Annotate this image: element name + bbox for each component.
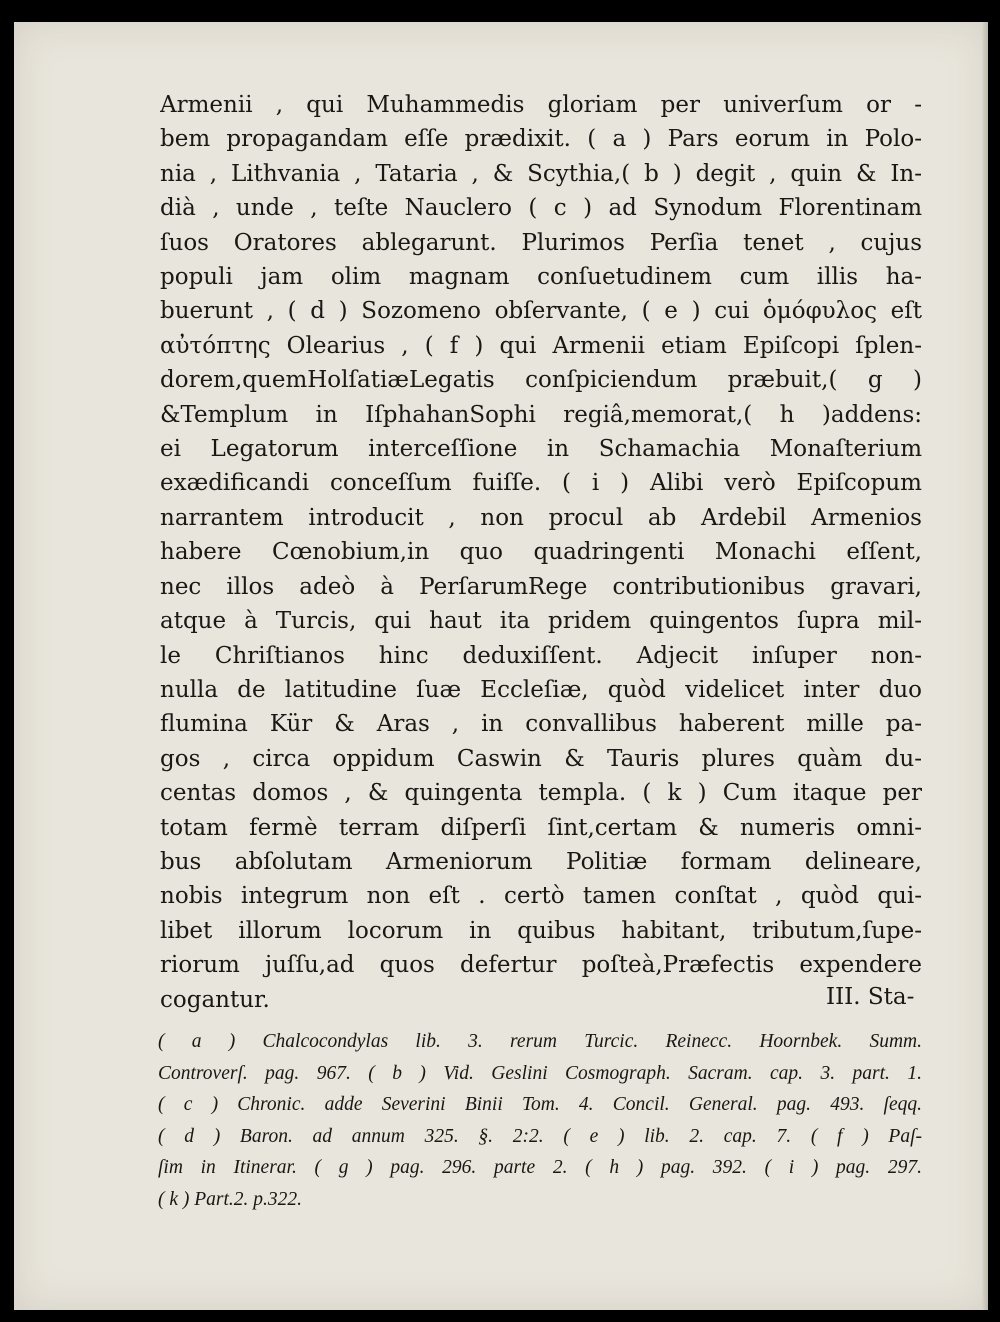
footnote-line: Controverſ. pag. 967. ( b ) Vid. Geslini Cosmograph. Sacram. cap. 3. part. 1. (158, 1062, 922, 1084)
text-line: exædificandi conceſſum fuiſſe. ( i ) Alibi verò Epiſcopum (160, 470, 922, 497)
text-line: centas domos , & quingenta templa. ( k ) Cum itaque per (160, 780, 922, 807)
text-line: nobis integrum non eſt . certò tamen conſtat , quòd qui- (160, 883, 922, 910)
text-line: ei Legatorum interceſſione in Schamachia Monaſterium (160, 436, 922, 463)
text-line: riorum juſſu,ad quos defertur poſteà,Præfectis expendere (160, 952, 922, 979)
page-edge (982, 22, 988, 1310)
catchword: III. Sta- (826, 984, 915, 1010)
text-line: bem propagandam eſſe prædixit. ( a ) Pars eorum in Polo- (160, 126, 922, 153)
text-line: cogantur. (160, 986, 270, 1013)
book-page (14, 22, 988, 1310)
text-line: libet illorum locorum in quibus habitant, tributum,ſupe- (160, 917, 922, 944)
footnote-line: ſim in Itinerar. ( g ) pag. 296. parte 2. ( h ) pag. 392. ( i ) pag. 297. (158, 1157, 922, 1179)
text-line: totam fermè terram diſperſi ſint,certam & numeris omni- (160, 814, 922, 841)
text-line: &Templum in IſphahanSophi regiâ,memorat,( h )addens: (160, 401, 922, 428)
text-line: αὐτόπτης Olearius , ( f ) qui Armenii etiam Epiſcopi ſplen- (160, 332, 922, 359)
text-line: populi jam olim magnam conſuetudinem cum illis ha- (160, 264, 922, 291)
text-line: Armenii , qui Muhammedis gloriam per univerſum or - (160, 92, 922, 118)
footnotes (158, 1026, 922, 1216)
footnote-line: ( d ) Baron. ad annum 325. §. 2:2. ( e ) lib. 2. cap. 7. ( f ) Paſ- (158, 1125, 922, 1147)
main-text (160, 88, 922, 1017)
text-line: narrantem introducit , non procul ab Ardebil Armenios (160, 504, 922, 531)
text-line: atque à Turcis, qui haut ita pridem quingentos ſupra mil- (160, 608, 922, 635)
footnote-line: ( c ) Chronic. adde Severini Binii Tom. 4. Concil. General. pag. 493. ſeqq. (158, 1094, 922, 1116)
text-line: dià , unde , teſte Nauclero ( c ) ad Synodum Florentinam (160, 195, 922, 222)
footnote-line: ( a ) Chalcocondylas lib. 3. rerum Turcic. Reinecc. Hoornbek. Summ. (158, 1031, 922, 1052)
text-line: bus abſolutam Armeniorum Politiæ formam delineare, (160, 848, 922, 875)
text-line: flumina Kür & Aras , in convallibus haberent mille pa- (160, 711, 922, 738)
text-line: nec illos adeò à PerſarumRege contributionibus gravari, (160, 573, 922, 600)
text-line: habere Cœnobium,in quo quadringenti Monachi eſſent, (160, 539, 922, 566)
text-line: buerunt , ( d ) Sozomeno obſervante, ( e ) cui ὁμόφυλος eſt (160, 298, 922, 325)
text-line: nulla de latitudine ſuæ Eccleſiæ, quòd videlicet inter duo (160, 676, 922, 703)
text-line: le Chriſtianos hinc deduxiſſent. Adjecit inſuper non- (160, 642, 922, 669)
text-line: nia , Lithvania , Tataria , & Scythia,( b ) degit , quin & In- (160, 160, 922, 187)
footnote-line: ( k ) Part.2. p.322. (158, 1188, 303, 1210)
text-line: dorem,quemHolſatiæLegatis conſpiciendum præbuit,( g ) (160, 367, 922, 394)
text-line: gos , circa oppidum Caswin & Tauris plures quàm du- (160, 745, 922, 772)
text-line: ſuos Oratores ablegarunt. Plurimos Perſia tenet , cujus (160, 229, 922, 256)
